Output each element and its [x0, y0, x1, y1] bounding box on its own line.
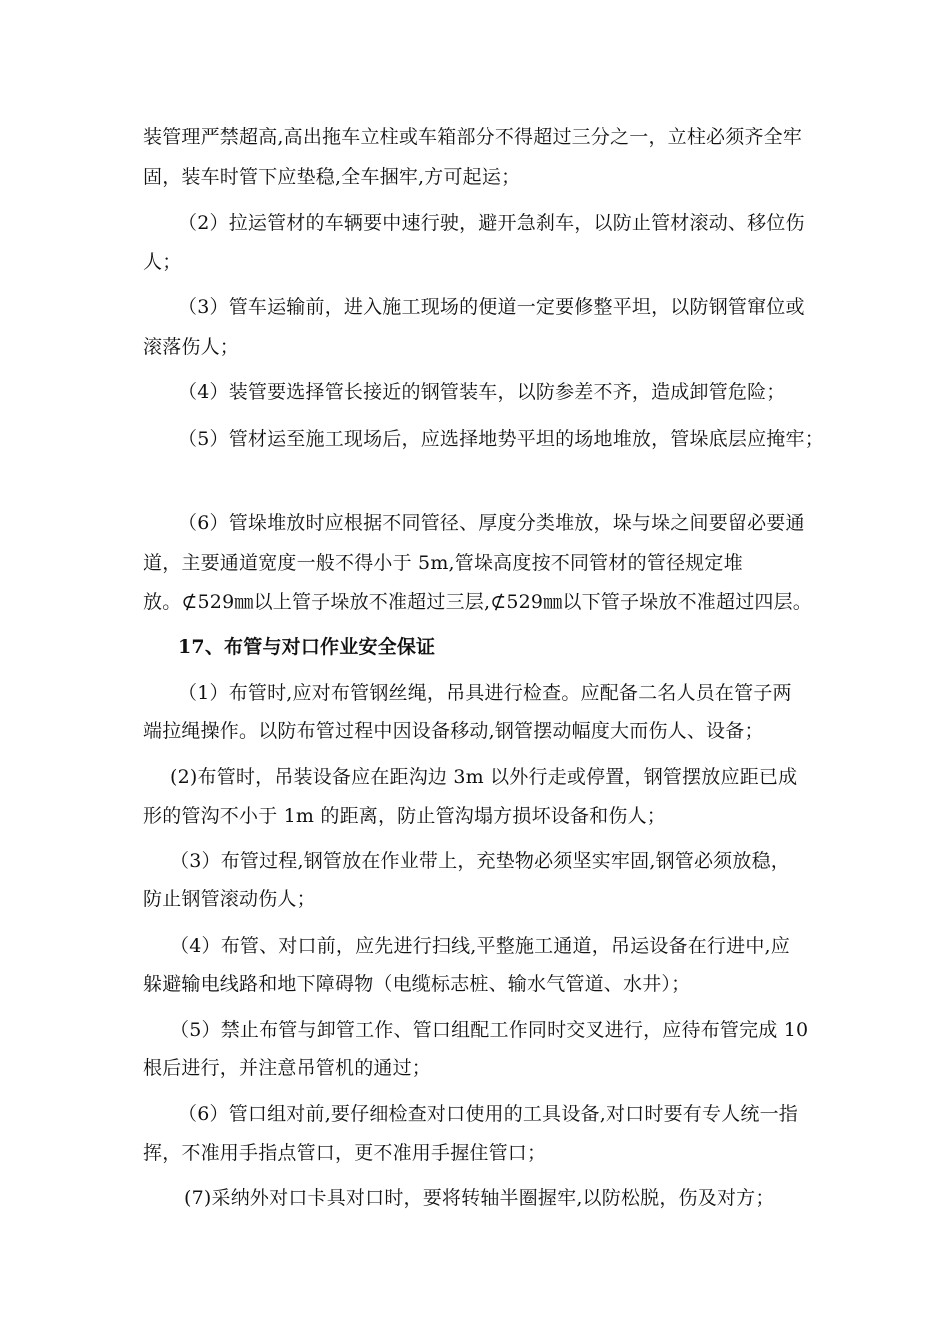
- list-item-line: 道，主要通道宽度一般不得小于 5m,管垛高度按不同管材的管径规定堆: [143, 552, 743, 574]
- list-item-line: （4）布管、对口前，应先进行扫线,平整施工通道，吊运设备在行进中,应: [170, 935, 790, 957]
- list-item-line: 挥，不准用手指点管口，更不准用手握住管口；: [143, 1142, 547, 1164]
- list-item-line: (7)采纳外对口卡具对口时，要将转轴半圈握牢,以防松脱，伤及对方；: [184, 1187, 775, 1209]
- list-item-line: 防止钢管滚动伤人；: [143, 888, 316, 910]
- paragraph-line: 装管理严禁超高,高出拖车立柱或车箱部分不得超过三分之一，立柱必须齐全牢: [143, 126, 803, 148]
- list-item-line: （5）管材运至施工现场后，应选择地势平坦的场地堆放，管垛底层应掩牢；: [178, 428, 824, 450]
- list-item-line: 端拉绳操作。以防布管过程中因设备移动,钢管摆动幅度大而伤人、设备；: [143, 720, 764, 742]
- list-item-line: 形的管沟不小于 1m 的距离，防止管沟塌方损坏设备和伤人；: [143, 805, 666, 827]
- paragraph-line: 固，装车时管下应垫稳,全车捆牢,方可起运；: [143, 166, 521, 188]
- list-item-line: 根后进行，并注意吊管机的通过；: [143, 1057, 432, 1079]
- list-item-line: 躲避输电线路和地下障碍物（电缆标志桩、输水气管道、水井）；: [143, 973, 691, 995]
- list-item-line: 人；: [143, 251, 182, 273]
- section-heading: 17、布管与对口作业安全保证: [178, 636, 436, 658]
- list-item-line: 放。⊄529㎜以上管子垛放不准超过三层,⊄529㎜以下管子垛放不准超过四层。: [143, 591, 813, 613]
- list-item-line: （1）布管时,应对布管钢丝绳，吊具进行检查。应配备二名人员在管子两: [178, 682, 792, 704]
- list-item-line: （5）禁止布管与卸管工作、管口组配工作同时交叉进行，应待布管完成 10: [170, 1019, 809, 1041]
- list-item-line: （6）管垛堆放时应根据不同管径、厚度分类堆放，垛与垛之间要留必要通: [178, 512, 805, 534]
- list-item-line: （6）管口组对前,要仔细检查对口使用的工具设备,对口时要有专人统一指: [178, 1103, 798, 1125]
- list-item-line: （4）装管要选择管长接近的钢管装车，以防参差不齐，造成卸管危险；: [178, 381, 786, 403]
- list-item-line: （3）管车运输前，进入施工现场的便道一定要修整平坦，以防钢管窜位或: [178, 296, 805, 318]
- list-item-line: （3）布管过程,钢管放在作业带上，充垫物必须坚实牢固,钢管必须放稳，: [170, 850, 790, 872]
- list-item-line: （2）拉运管材的车辆要中速行驶，避开急刹车，以防止管材滚动、移位伤: [178, 212, 805, 234]
- list-item-line: (2)布管时，吊装设备应在距沟边 3m 以外行走或停置，钢管摆放应距已成: [170, 766, 798, 788]
- list-item-line: 滚落伤人；: [143, 336, 240, 358]
